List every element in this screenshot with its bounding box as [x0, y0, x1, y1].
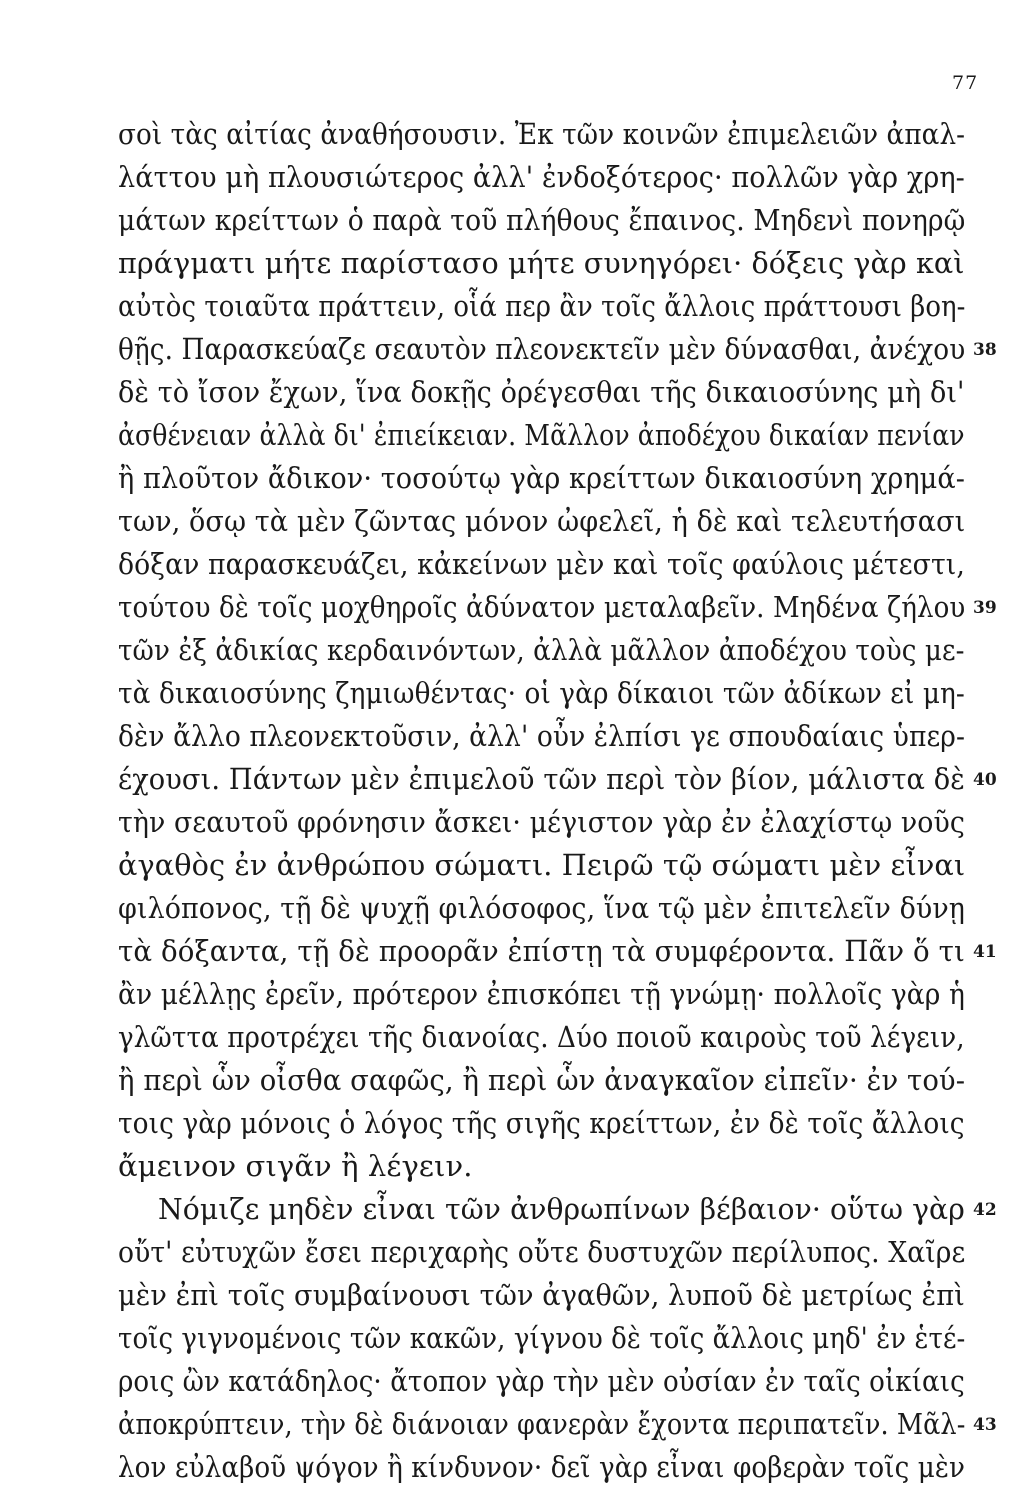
text-line: ἀποκρύπτειν, τὴν δὲ διάνοιαν φανερὰν ἔχοντα περιπατεῖν. Μᾶλ-: [118, 1407, 966, 1441]
text-line: τοῖς γιγνομένοις τῶν κακῶν, γίγνου δὲ τοῖς ἄλλοις μηδ' ἐν ἑτέ-: [118, 1321, 966, 1355]
text-line: θῇς. Παρασκεύαζε σεαυτὸν πλεονεκτεῖν μὲν δύνασθαι, ἀνέχου: [118, 332, 966, 366]
text-line-indent: Νόμιζε μηδὲν εἶναι τῶν ἀνθρωπίνων βέβαιον· οὕτω γὰρ: [158, 1192, 965, 1226]
text-line: λον εὐλαβοῦ ψόγον ἢ κίνδυνον· δεῖ γὰρ εἶναι φοβερὰν τοῖς μὲν: [118, 1450, 966, 1484]
text-line: αὐτὸς τοιαῦτα πράττειν, οἷά περ ἂν τοῖς ἄλλοις πράττουσι βοη-: [118, 289, 966, 323]
text-line: τούτου δὲ τοῖς μοχθηροῖς ἀδύνατον μεταλαβεῖν. Μηδένα ζήλου: [118, 590, 966, 624]
section-number: 42: [973, 1200, 997, 1220]
text-line: τὰ δόξαντα, τῇ δὲ προορᾶν ἐπίστῃ τὰ συμφέροντα. Πᾶν ὅ τι: [118, 934, 965, 968]
text-line: φιλόπονος, τῇ δὲ ψυχῇ φιλόσοφος, ἵνα τῷ μὲν ἐπιτελεῖν δύνῃ: [118, 891, 965, 925]
text-line: μὲν ἐπὶ τοῖς συμβαίνουσι τῶν ἀγαθῶν, λυποῦ δὲ μετρίως ἐπὶ: [118, 1278, 965, 1312]
section-number: 39: [973, 598, 997, 618]
text-line: δὲ τὸ ἴσον ἔχων, ἵνα δοκῇς ὀρέγεσθαι τῆς δικαιοσύνης μὴ δι': [118, 375, 965, 409]
text-line: σοὶ τὰς αἰτίας ἀναθήσουσιν. Ἐκ τῶν κοινῶν ἐπιμελειῶν ἀπαλ-: [118, 117, 966, 151]
text-line: έχουσι. Πάντων μὲν ἐπιμελοῦ τῶν περὶ τὸν βίον, μάλιστα δὲ: [118, 762, 965, 796]
text-line: ἄμεινον σιγᾶν ἢ λέγειν.: [118, 1149, 473, 1183]
text-line: δὲν ἄλλο πλεονεκτοῦσιν, ἀλλ' οὖν ἐλπίσι γε σπουδαίαις ὑπερ-: [118, 719, 965, 753]
section-number: 41: [973, 942, 997, 962]
text-line: δόξαν παρασκευάζει, κἀκείνων μὲν καὶ τοῖς φαύλοις μέτεστι,: [118, 547, 965, 581]
text-line: ἀσθένειαν ἀλλὰ δι' ἐπιείκειαν. Μᾶλλον ἀποδέχου δικαίαν πενίαν: [118, 418, 965, 452]
section-number: 43: [973, 1415, 997, 1435]
text-line: οὔτ' εὐτυχῶν ἔσει περιχαρὴς οὔτε δυστυχῶν περίλυπος. Χαῖρε: [118, 1235, 966, 1269]
text-line: λάττου μὴ πλουσιώτερος ἀλλ' ἐνδοξότερος· πολλῶν γὰρ χρη-: [118, 160, 965, 194]
text-line: ἂν μέλλῃς ἐρεῖν, πρότερον ἐπισκόπει τῇ γνώμῃ· πολλοῖς γὰρ ἡ: [118, 977, 965, 1011]
text-line: ἢ περὶ ὧν οἶσθα σαφῶς, ἢ περὶ ὧν ἀναγκαῖον εἰπεῖν· ἐν τού-: [118, 1063, 966, 1097]
text-line: ροις ὢν κατάδηλος· ἄτοπον γὰρ τὴν μὲν οὐσίαν ἐν ταῖς οἰκίαις: [118, 1364, 965, 1398]
section-number: 40: [973, 770, 997, 790]
text-line: τὰ δικαιοσύνης ζημιωθέντας· οἱ γὰρ δίκαιοι τῶν ἀδίκων εἰ μη-: [118, 676, 965, 710]
text-line: των, ὅσῳ τὰ μὲν ζῶντας μόνον ὠφελεῖ, ἡ δὲ καὶ τελευτήσασι: [118, 504, 966, 538]
text-line: γλῶττα προτρέχει τῆς διανοίας. Δύο ποιοῦ καιροὺς τοῦ λέγειν,: [118, 1020, 965, 1054]
text-line: πράγματι μήτε παρίστασο μήτε συνηγόρει· δόξεις γὰρ καὶ: [118, 246, 965, 280]
text-line: μάτων κρείττων ὁ παρὰ τοῦ πλήθους ἔπαινος. Μηδενὶ πονηρῷ: [118, 203, 966, 237]
text-line: τὴν σεαυτοῦ φρόνησιν ἄσκει· μέγιστον γὰρ ἐν ἐλαχίστῳ νοῦς: [118, 805, 965, 839]
section-number: 38: [973, 340, 997, 360]
page-number: 77: [952, 72, 979, 94]
text-line: τῶν ἐξ ἀδικίας κερδαινόντων, ἀλλὰ μᾶλλον ἀποδέχου τοὺς με-: [118, 633, 965, 667]
text-line: ἀγαθὸς ἐν ἀνθρώπου σώματι. Πειρῶ τῷ σώματι μὲν εἶναι: [118, 848, 966, 882]
text-line: τοις γὰρ μόνοις ὁ λόγος τῆς σιγῆς κρείττων, ἐν δὲ τοῖς ἄλλοις: [118, 1106, 965, 1140]
text-line: ἢ πλοῦτον ἄδικον· τοσούτῳ γὰρ κρείττων δικαιοσύνη χρημά-: [118, 461, 966, 495]
